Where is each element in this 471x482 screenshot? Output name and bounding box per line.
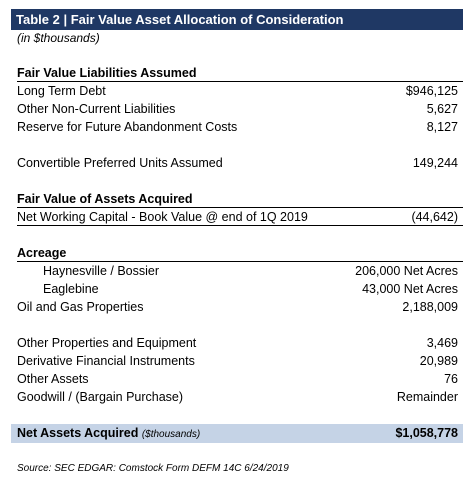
table-row	[17, 280, 463, 298]
source-note: Source: SEC EDGAR: Comstock Form DEFM 14C 6/24/2019	[17, 463, 289, 474]
row-label: Convertible Preferred Units Assumed	[17, 156, 223, 170]
liabilities-heading: Fair Value Liabilities Assumed	[17, 65, 463, 82]
row-label: Goodwill / (Bargain Purchase)	[17, 390, 184, 404]
table-row	[17, 118, 463, 136]
row-label: Reserve for Future Abandonment Costs	[17, 120, 238, 134]
row-value: $946,125	[405, 84, 458, 98]
table-row	[17, 262, 463, 280]
table-row	[17, 82, 463, 100]
table-row	[17, 334, 463, 352]
acreage-heading: Acreage	[17, 245, 463, 262]
total-row	[11, 424, 463, 443]
row-label: Eaglebine	[43, 282, 99, 296]
table-row	[17, 352, 463, 370]
row-label: Haynesville / Bossier	[43, 264, 160, 278]
row-value: 206,000 Net Acres	[355, 264, 458, 278]
row-label: Oil and Gas Properties	[17, 300, 144, 314]
row-label: Long Term Debt	[17, 84, 106, 98]
row-value: 149,244	[412, 156, 458, 170]
total-sublabel: ($thousands)	[141, 429, 201, 440]
table-row	[17, 298, 463, 316]
row-value: 3,469	[426, 336, 458, 350]
row-value: 2,188,009	[402, 300, 458, 314]
row-value: 20,989	[419, 354, 458, 368]
table-row	[17, 370, 463, 388]
row-value: Remainder	[396, 390, 458, 404]
table-row	[17, 388, 463, 406]
row-value: 76	[444, 372, 458, 386]
row-value: 43,000 Net Acres	[362, 282, 458, 296]
total-label-text: Net Assets Acquired	[17, 426, 139, 440]
table-subtitle: (in $thousands)	[17, 31, 100, 45]
row-label: Net Working Capital - Book Value @ end of 1Q 2019	[17, 210, 308, 224]
table-row	[17, 100, 463, 118]
table-row	[17, 208, 463, 226]
row-label: Derivative Financial Instruments	[17, 354, 195, 368]
row-label: Other Properties and Equipment	[17, 336, 197, 350]
row-label: Other Assets	[17, 372, 89, 386]
assets-heading: Fair Value of Assets Acquired	[17, 191, 463, 208]
total-value: $1,058,778	[395, 426, 458, 440]
total-label	[17, 424, 200, 444]
table-row	[17, 154, 463, 172]
row-value: 8,127	[426, 120, 458, 134]
table-title: Table 2 | Fair Value Asset Allocation of Consideration	[11, 9, 463, 30]
row-value: 5,627	[426, 102, 458, 116]
row-value: (44,642)	[411, 210, 458, 224]
row-label: Other Non-Current Liabilities	[17, 102, 176, 116]
